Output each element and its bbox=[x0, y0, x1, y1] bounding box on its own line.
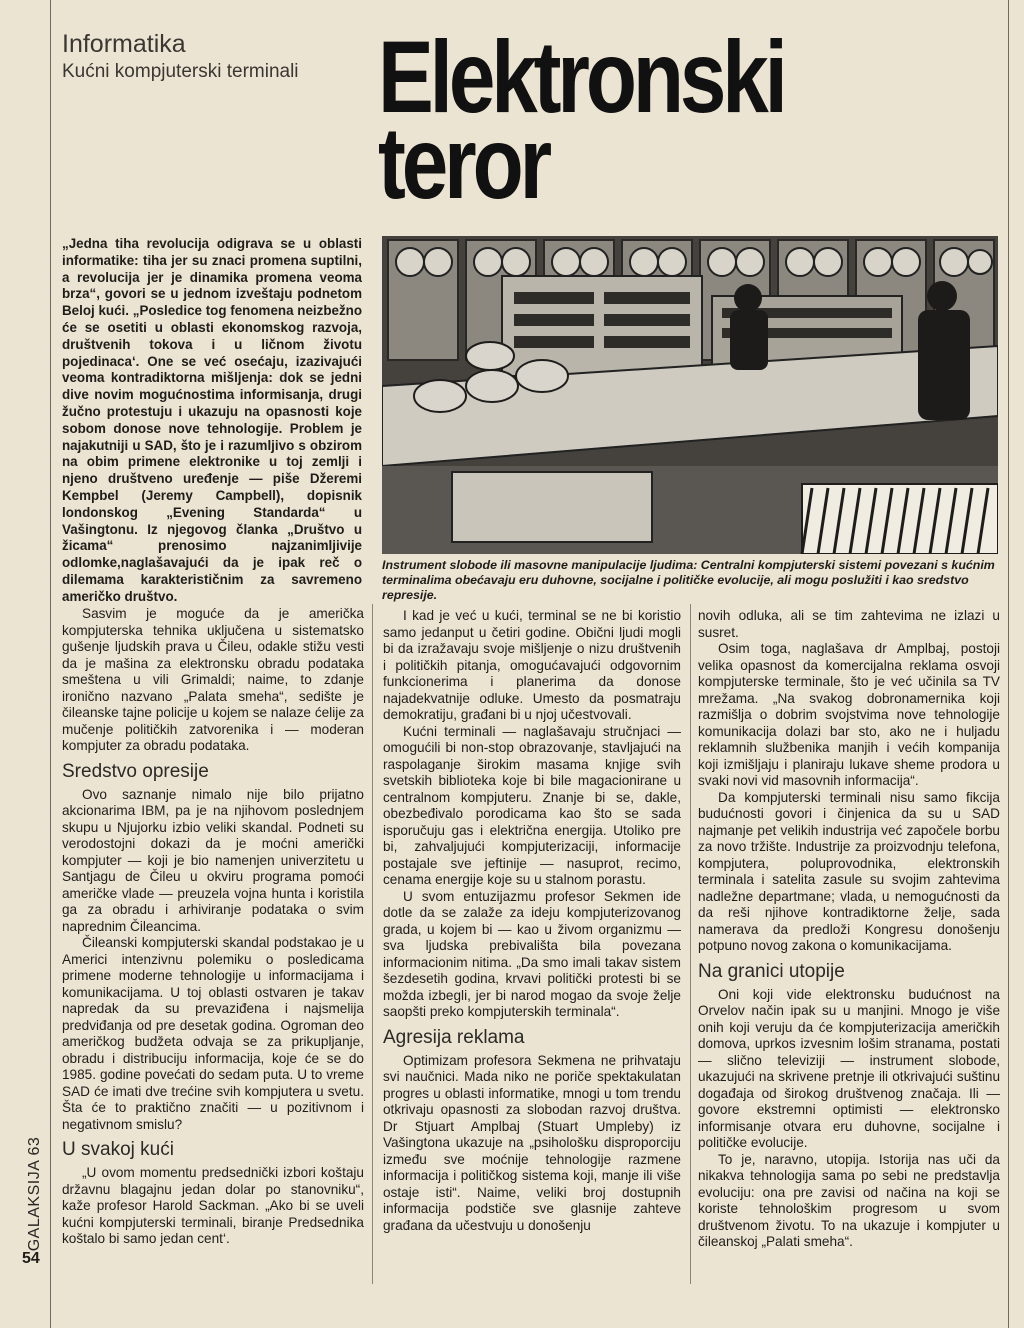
article-column-3 bbox=[698, 608, 1000, 1251]
right-page-rule bbox=[1008, 0, 1009, 1328]
section-label: Informatika bbox=[62, 30, 186, 58]
paragraph: Osim toga, naglašava dr Amplbaj, postoji velika opasnost da komercijalna reklama osvoji kompjuterske terminale, što je već učinila sa TV mrežama. „Na svakog dobronamernika koji razmišlja o dobrim svojstvima nove tehnologije komunikacija dolazi bar sto, ako ne i huljadu reklamnih službenika manjih i većih kompanija koji izmišljaju i planiraju lukave sheme prodora u svaki novi vid masovnih informacija“. bbox=[698, 641, 1000, 788]
article-column-2 bbox=[383, 608, 681, 1234]
magazine-name: GALAKSIJA 63 bbox=[26, 1136, 43, 1252]
paragraph: To je, naravno, utopija. Istorija nas uči da nikakva tehnologija sama po sebi ne predstavlja evoluciju: ona pre zavisi od načina na koji se koriste tehnološkim progresom u svom društvenom životu. To na ukazuje i kompjuter u čileanskoj „Palati smeha“. bbox=[698, 1151, 1000, 1249]
page-number: 54 bbox=[22, 1250, 40, 1267]
article-column-1 bbox=[62, 606, 364, 1248]
paragraph: Kućni terminali — naglašavaju stručnjaci — omogućili bi non-stop obrazovanje, stavljajući na raspolaganje širokim masama knjige svih svetskih biblioteka koje bi bile magacionirane u centralnom kompjuteru. Znanje bi se, dakle, obezbeđivalo porodicama kao što se sada isporučuju gas i električna energija. Utoliko pre bi, zahvaljujući kompjuterizaciji, informacije postajale sve jeftinije — nasuprot, recimo, cenama energije koje su u stalnom porastu. bbox=[383, 723, 681, 887]
headline bbox=[378, 20, 784, 220]
photo-caption: Instrument slobode ili masovne manipulacije ljudima: Centralni kompjuterski sistemi povezani s kućnim terminalima obećavaju eru duhovne, socijalne i političke evolucije, ali mogu poslužiti i kao sredstvo represije. bbox=[382, 558, 995, 602]
lead-paragraph: „Jedna tiha revolucija odigrava se u oblasti informatike: tiha jer su znaci promena suptilni, a revolucija jer je dinamika promena veoma brza“, govori se u jednom izveštaju podnetom Beloj kući. „Posledice tog fenomena neizbežno će se osetiti u oblasti ekonomskog razvoja, društvenih tokova i u ličnom životu pojedinaca‘. One se već osećaju, izazivajući veoma kontradiktorna mišljenja: dok se jedni dive novim mogućnostima informisanja, drugi žučno protestuju i ukazuju na opasnosti koje sobom donose nove tehnologije. Problem je najakutniji u SAD, što je i razumljivo s obzirom na obim primene elektronike u toj zemlji i njeno društveno uređenje — piše Džeremi Kempbel (Jeremy Campbell), dopisnik londonskog „Evening Standarda“ u Vašingtonu. Iz njegovog članka „Društvo u žicama“ prenosimo najzanimljivije odlomke,naglašavajući da je ipak reč o dilemama karakterističnim za savremeno američko društvo. bbox=[62, 236, 362, 604]
paragraph: Da kompjuterski terminali nisu samo fikcija budućnosti govori i činjenica da su u SAD najmanje pet velikih industrija već započele borbu za novo tržište. Industrije za proizvodnju telefona, kompjutera, poluprovodnika, elektronskih terminala i satelita zasule su svojim zahtevima nadležne departmane; vlada, u nemogućnosti da da reši njihove kontradiktorne želje, sada namerava da predloži Kongresu donošenju potpuno novog zakona o komunikacijama. bbox=[698, 789, 1000, 953]
paragraph: Oni koji vide elektronsku budućnost na Orvelov način ipak su u manjini. Mnogo je više onih koji veruju da će kompjuterizacija američkih domova, uprkos izvesnim lošim stranama, postati — slično televiziji — instrument slobode, ukazujući na skrivene pretnje ili otkrivajući suštinu događaja od širokog društvenog značaja. Ili — govore ekstremni optimisti — elektronsko informisanje otvara eru duhovne, socijalne i političke evolucije. bbox=[698, 986, 1000, 1150]
paragraph: U svom entuzijazmu profesor Sekmen ide dotle da se zalaže za ideju kompjuterizovanog grada, u kojem bi — kao u živom organizmu — sva ljudska prebivališta bila povezana informacionim nitima. „Da smo imali takav sistem šezdesetih godina, krvavi politički protesti bi se možda izbegli, jer bi narod mogao da svoje želje saopšti preko kompjuterskih terminala“. bbox=[383, 888, 681, 1019]
paragraph: novih odluka, ali se tim zahtevima ne izlazi u susret. bbox=[698, 608, 1000, 640]
paragraph: Ovo saznanje nimalo nije bilo prijatno akcionarima IBM, pa je na njihovom poslednjem skupu u Njujorku izbio veliki skandal. Podneti su verodostojni dokazi da je moćni američki kompjuter — koji je bio namenjen univerzitetu u Santjagu de Čileu u okviru programa pomoći američke vlade — preuzela vojna hunta i koristila ga za obradu i arhiviranje podataka o svim naprednim Čileancima. bbox=[62, 786, 364, 934]
magazine-side-label bbox=[20, 1130, 50, 1270]
left-page-rule bbox=[50, 0, 51, 1328]
section-heading-na-granici-utopije: Na granici utopije bbox=[698, 960, 845, 982]
paragraph: „U ovom momentu predsednički izbori koštaju državnu blagajnu jedan dolar po stanovniku“, kaže profesor Harold Sackman. „Ako bi se uveli kućni kompjuterski terminali, biranje Predsednika koštalo bi samo jedan cent‘. bbox=[62, 1165, 364, 1246]
column-rule-2 bbox=[690, 604, 691, 1284]
paragraph: I kad je već u kući, terminal se ne bi koristio samo jedanput u četiri godine. Obični ljudi mogli bi da izražavaju svoje mišljenje o nizu društvenih i političkih pitanja, omogućavajući odgovornim funkcionerima i planerima da donose najadekvatnije odluke. Umesto da posmatraju demokratiju, građani bi u njoj učestvovali. bbox=[383, 608, 681, 722]
paragraph: Sasvim je moguće da je američka kompjuterska tehnika uključena u sistematsko gušenje ljudskih prava u Čileu, odakle stižu vesti da je mašina za elektronsku obradu podataka smeštena u vili Grimaldi; naime, to zdanje ironično nazvano „Palata smeha“, sedište je čileanske tajne policije u kojem se nalaze ćelije za mučenje političkih zatvorenika i — moderan kompjuter za obradu podataka. bbox=[62, 606, 364, 753]
headline-line-2: teror bbox=[378, 106, 549, 220]
section-heading-sredstvo-opresije: Sredstvo opresije bbox=[62, 760, 209, 782]
section-subtitle: Kućni kompjuterski terminali bbox=[62, 61, 299, 82]
column-rule-1 bbox=[372, 604, 373, 1284]
paragraph: Čileanski kompjuterski skandal podstakao je u Americi intenzivnu polemiku o posledicama primene moderne tehnologije u informacijama i komunikacijama. U toj oblasti ostvaren je takav napredak da su prevaziđena i najsmelija predviđanja od pre desetak godina. Ogroman deo američkog budžeta odvaja se za prikupljanje, obradu i distribuciju informacija, koje će se do 1985. godine povećati do sedam puta. U to vreme SAD će imati dve trećine svih kompjutera u svetu. Šta će to praktično značiti — u pozitivnom i negativnom smislu? bbox=[62, 935, 364, 1132]
computer-room-photo bbox=[382, 236, 998, 554]
section-heading-agresija-reklama: Agresija reklama bbox=[383, 1026, 525, 1048]
headline-line-1: Elektronski bbox=[378, 20, 784, 134]
paragraph: Optimizam profesora Sekmena ne prihvataju svi naučnici. Mada niko ne poriče spektakulatan progres u oblasti informatike, mnogi u tom trendu otkrivaju opasnosti za slobodan razvoj društva. Dr Stjuart Amplbaj (Stuart Umpleby) iz Vašingtona ukazuje na „psihološku disproporciju između sve moćnije tehnologije razmene informacija i političkog sistema koji, manje ili više ostaje isti“. Naime, veliki broj dostupnih informacija podstiče sve glasnije zahteve građana da učestvuju u donošenju bbox=[383, 1052, 681, 1233]
section-heading-u-svakoj-kuci: U svakoj kući bbox=[62, 1139, 174, 1160]
photo-illustration bbox=[382, 236, 998, 554]
